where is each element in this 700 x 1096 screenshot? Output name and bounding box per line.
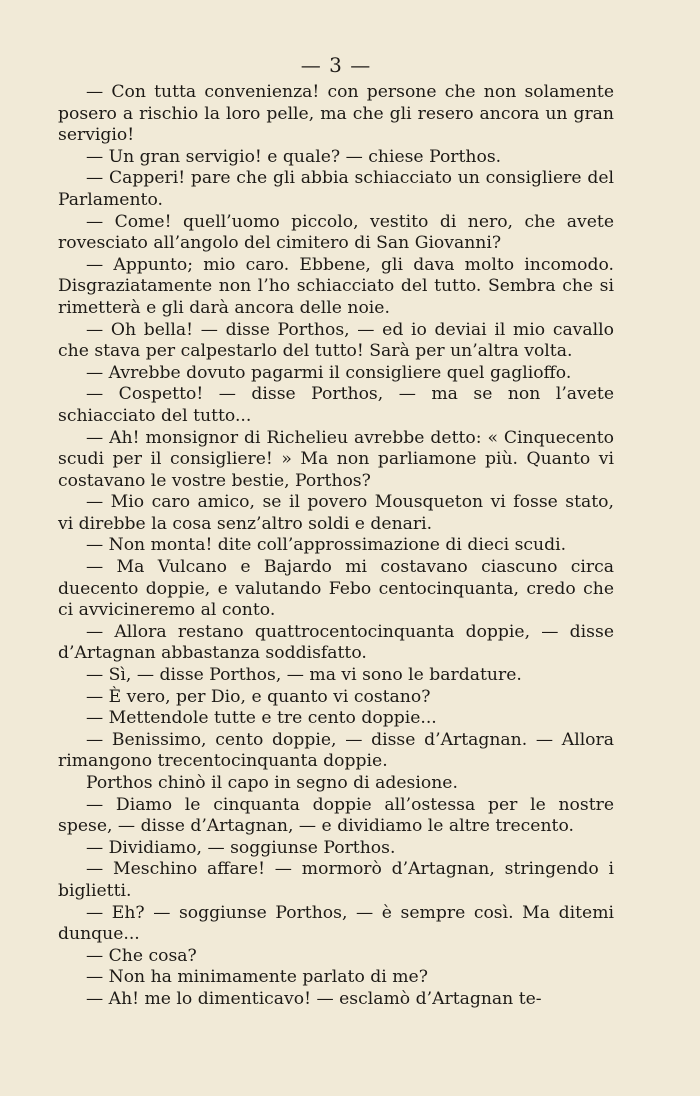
paragraph: — Benissimo, cento doppie, — disse d’Artagnan. — Allora rimangono trecentocinquanta doppie. — [58, 729, 614, 772]
paragraph: Porthos chinò il capo in segno di adesione. — [86, 773, 458, 793]
paragraph: — Dividiamo, — soggiunse Porthos. — [86, 837, 396, 858]
paragraph: — Un gran servigio! e quale? — chiese Porthos. — [86, 146, 502, 167]
paragraph: — Mettendole tutte e tre cento doppie... — [86, 708, 437, 729]
paragraph: — Sì, — disse Porthos, — ma vi sono le bardature. — [86, 665, 522, 686]
paragraph: — Che cosa? — [86, 945, 197, 966]
paragraph: — Ah! me lo dimenticavo! — esclamò d’Artagnan te- — [86, 988, 542, 1009]
paragraph: — Cospetto! — disse Porthos, — ma se non l’avete schiacciato del tutto... — [58, 384, 614, 426]
paragraph: — Diamo le cinquanta doppie all’ostessa per le nostre spese, — disse d’Artagnan, — e dividiamo le altre trecento. — [58, 794, 614, 837]
paragraph: — Ah! monsignor di Richelieu avrebbe detto: « Cinquecento scudi per il consigliere! » Ma non parliamone più. Quanto vi costavano le vostre bestie, Porthos? — [58, 427, 614, 491]
paragraph: — Con tutta convenienza! con persone che non solamente posero a rischio la loro pelle, ma che gli resero ancora un gran servigio! — [58, 82, 614, 146]
paragraph: — Ma Vulcano e Bajardo mi costavano ciascuno circa duecento doppie, e valutando Febo centocinquanta, credo che ci avvicineremo al conto. — [58, 557, 614, 621]
paragraph: — Mio caro amico, se il povero Mousqueton vi fosse stato, vi direbbe la cosa senz’altro soldi e denari. — [58, 492, 614, 534]
paragraph: — Avrebbe dovuto pagarmi il consigliere quel gaglioffo. — [86, 362, 572, 383]
page-number: — 3 — — [300, 53, 372, 77]
paragraph: — Non monta! dite coll’approssimazione di dieci scudi. — [86, 535, 567, 556]
paragraph: — Eh? — soggiunse Porthos, — è sempre così. Ma ditemi dunque... — [58, 902, 614, 945]
paragraph: — Allora restano quattrocentocinquanta doppie, — disse d’Artagnan abbastanza soddisfatto. — [58, 621, 614, 664]
paragraph: — Appunto; mio caro. Ebbene, gli dava molto incomodo. Disgraziatamente non l’ho schiacciato del tutto. Sembra che si rimetterà e gli darà ancora delle noie. — [58, 254, 614, 318]
page-text — [58, 82, 614, 1011]
paragraph: — Capperi! pare che gli abbia schiacciato un consigliere del Parlamento. — [58, 168, 614, 210]
paragraph: — Come! quell’uomo piccolo, vestito di nero, che avete rovesciato all’angolo del cimitero di San Giovanni? — [58, 211, 614, 254]
paragraph: — È vero, per Dio, e quanto vi costano? — [86, 686, 431, 707]
paragraph: — Meschino affare! — mormorò d’Artagnan, stringendo i biglietti. — [58, 859, 614, 901]
paragraph: — Non ha minimamente parlato di me? — [86, 967, 428, 988]
paragraph: — Oh bella! — disse Porthos, — ed io deviai il mio cavallo che stava per calpestarlo del tutto! Sarà per un’altra volta. — [58, 319, 614, 362]
